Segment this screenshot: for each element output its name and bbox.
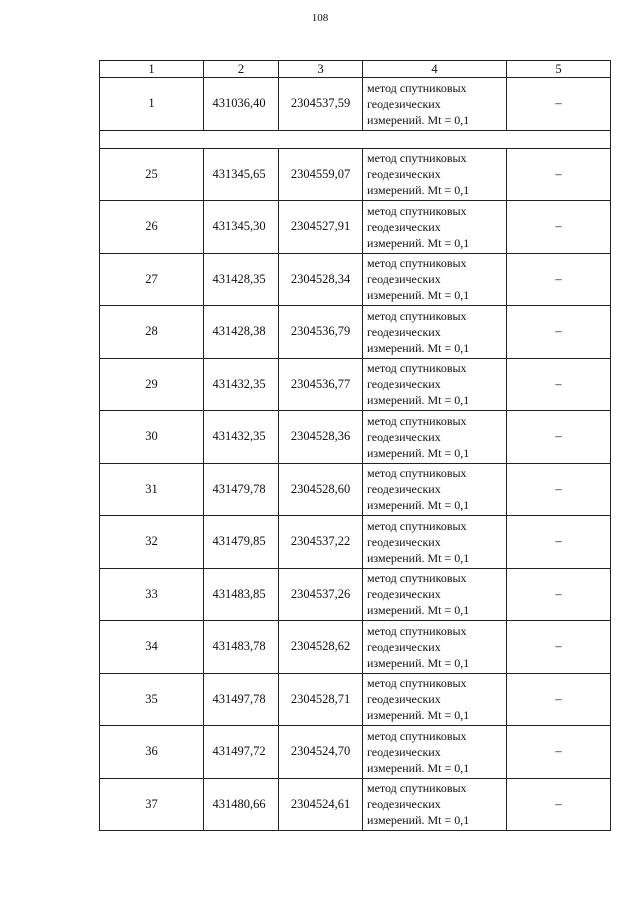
- note-cell: –: [507, 726, 611, 779]
- note-cell: –: [507, 201, 611, 254]
- table-row: [100, 673, 611, 726]
- method-line: метод спутниковых: [367, 623, 467, 638]
- x-coordinate-cell: 431483,78: [204, 621, 279, 674]
- y-coordinate-cell: 2304536,77: [279, 358, 363, 411]
- page-number: 108: [311, 12, 329, 24]
- point-number-cell: 36: [100, 726, 204, 779]
- method-line: метод спутниковых: [367, 571, 467, 586]
- point-number-cell: 25: [100, 148, 204, 201]
- method-line: метод спутниковых: [367, 413, 467, 428]
- y-coordinate-cell: 2304524,70: [279, 726, 363, 779]
- method-cell: [363, 726, 507, 779]
- method-line: метод спутниковых: [367, 80, 467, 95]
- x-coordinate-cell: 431036,40: [204, 78, 279, 131]
- method-line: измерений. Mt = 0,1: [367, 813, 470, 828]
- method-line: метод спутниковых: [367, 203, 467, 218]
- point-number-cell: 33: [100, 568, 204, 621]
- method-cell: [363, 148, 507, 201]
- method-cell: [363, 358, 507, 411]
- y-coordinate-cell: 2304528,71: [279, 673, 363, 726]
- note-cell: –: [507, 673, 611, 726]
- method-cell: [363, 78, 507, 131]
- y-coordinate-cell: 2304528,62: [279, 621, 363, 674]
- method-line: измерений. Mt = 0,1: [367, 288, 470, 303]
- method-line: измерений. Mt = 0,1: [367, 760, 470, 775]
- point-number-cell: 30: [100, 411, 204, 464]
- x-coordinate-cell: 431480,66: [204, 778, 279, 831]
- method-line: геодезических: [367, 324, 441, 339]
- column-header: 5: [507, 61, 611, 78]
- note-cell: –: [507, 148, 611, 201]
- method-line: геодезических: [367, 272, 441, 287]
- y-coordinate-cell: 2304528,60: [279, 463, 363, 516]
- x-coordinate-cell: 431479,78: [204, 463, 279, 516]
- column-header: 4: [363, 61, 507, 78]
- point-number-cell: 29: [100, 358, 204, 411]
- y-coordinate-cell: 2304536,79: [279, 306, 363, 359]
- method-line: метод спутниковых: [367, 308, 467, 323]
- table-row: [100, 568, 611, 621]
- method-line: метод спутниковых: [367, 361, 467, 376]
- y-coordinate-cell: 2304524,61: [279, 778, 363, 831]
- column-header: 2: [204, 61, 279, 78]
- table-row: [100, 778, 611, 831]
- point-number-cell: 37: [100, 778, 204, 831]
- x-coordinate-cell: 431428,35: [204, 253, 279, 306]
- table-row: [100, 463, 611, 516]
- note-cell: –: [507, 358, 611, 411]
- point-number-cell: 27: [100, 253, 204, 306]
- x-coordinate-cell: 431497,72: [204, 726, 279, 779]
- method-cell: [363, 673, 507, 726]
- method-cell: [363, 463, 507, 516]
- method-line: геодезических: [367, 639, 441, 654]
- table-row: [100, 726, 611, 779]
- table-row: [100, 621, 611, 674]
- method-line: геодезических: [367, 692, 441, 707]
- method-line: геодезических: [367, 482, 441, 497]
- column-header: 3: [279, 61, 363, 78]
- method-line: геодезических: [367, 744, 441, 759]
- method-line: метод спутниковых: [367, 518, 467, 533]
- y-coordinate-cell: 2304527,91: [279, 201, 363, 254]
- table-row: [100, 148, 611, 201]
- x-coordinate-cell: 431432,35: [204, 358, 279, 411]
- x-coordinate-cell: 431345,30: [204, 201, 279, 254]
- table-body-rows: [100, 148, 611, 831]
- y-coordinate-cell: 2304528,34: [279, 253, 363, 306]
- point-number-cell: 1: [100, 78, 204, 131]
- x-coordinate-cell: 431479,85: [204, 516, 279, 569]
- note-cell: –: [507, 253, 611, 306]
- x-coordinate-cell: 431345,65: [204, 148, 279, 201]
- method-line: измерений. Mt = 0,1: [367, 655, 470, 670]
- point-number-cell: 34: [100, 621, 204, 674]
- note-cell: –: [507, 568, 611, 621]
- method-cell: [363, 306, 507, 359]
- y-coordinate-cell: 2304537,22: [279, 516, 363, 569]
- method-line: геодезических: [367, 219, 441, 234]
- point-number-cell: 31: [100, 463, 204, 516]
- x-coordinate-cell: 431432,35: [204, 411, 279, 464]
- point-number-cell: 32: [100, 516, 204, 569]
- table-gap: [100, 130, 611, 148]
- y-coordinate-cell: 2304537,59: [279, 78, 363, 131]
- table-row: [100, 78, 611, 131]
- y-coordinate-cell: 2304528,36: [279, 411, 363, 464]
- method-line: измерений. Mt = 0,1: [367, 708, 470, 723]
- point-number-cell: 26: [100, 201, 204, 254]
- method-cell: [363, 568, 507, 621]
- gap-row: [100, 130, 611, 148]
- method-line: метод спутниковых: [367, 466, 467, 481]
- table-row: [100, 306, 611, 359]
- point-number-cell: 35: [100, 673, 204, 726]
- method-line: измерений. Mt = 0,1: [367, 183, 470, 198]
- table-row: [100, 201, 611, 254]
- header-row: [100, 61, 611, 78]
- method-line: измерений. Mt = 0,1: [367, 498, 470, 513]
- note-cell: –: [507, 463, 611, 516]
- y-coordinate-cell: 2304537,26: [279, 568, 363, 621]
- method-cell: [363, 516, 507, 569]
- method-line: метод спутниковых: [367, 151, 467, 166]
- x-coordinate-cell: 431497,78: [204, 673, 279, 726]
- x-coordinate-cell: 431428,38: [204, 306, 279, 359]
- table-row: [100, 253, 611, 306]
- y-coordinate-cell: 2304559,07: [279, 148, 363, 201]
- note-cell: –: [507, 411, 611, 464]
- table-row: [100, 358, 611, 411]
- point-number-cell: 28: [100, 306, 204, 359]
- method-line: измерений. Mt = 0,1: [367, 112, 470, 127]
- method-line: измерений. Mt = 0,1: [367, 393, 470, 408]
- note-cell: –: [507, 778, 611, 831]
- note-cell: –: [507, 516, 611, 569]
- method-line: измерений. Mt = 0,1: [367, 445, 470, 460]
- method-cell: [363, 201, 507, 254]
- method-line: измерений. Mt = 0,1: [367, 603, 470, 618]
- gap-cell: [100, 130, 611, 148]
- method-line: геодезических: [367, 587, 441, 602]
- method-line: измерений. Mt = 0,1: [367, 340, 470, 355]
- table-row: [100, 516, 611, 569]
- method-line: метод спутниковых: [367, 728, 467, 743]
- method-line: измерений. Mt = 0,1: [367, 235, 470, 250]
- method-line: геодезических: [367, 797, 441, 812]
- method-line: геодезических: [367, 96, 441, 111]
- method-line: метод спутниковых: [367, 256, 467, 271]
- table-row: [100, 411, 611, 464]
- coordinates-table: [99, 60, 611, 831]
- method-line: метод спутниковых: [367, 676, 467, 691]
- method-line: геодезических: [367, 534, 441, 549]
- method-line: геодезических: [367, 377, 441, 392]
- column-header: 1: [100, 61, 204, 78]
- table-body-first: [100, 78, 611, 131]
- x-coordinate-cell: 431483,85: [204, 568, 279, 621]
- method-line: метод спутниковых: [367, 781, 467, 796]
- note-cell: –: [507, 306, 611, 359]
- method-cell: [363, 411, 507, 464]
- method-line: геодезических: [367, 429, 441, 444]
- method-line: геодезических: [367, 167, 441, 182]
- method-cell: [363, 621, 507, 674]
- method-cell: [363, 253, 507, 306]
- method-cell: [363, 778, 507, 831]
- note-cell: –: [507, 78, 611, 131]
- method-line: измерений. Mt = 0,1: [367, 550, 470, 565]
- note-cell: –: [507, 621, 611, 674]
